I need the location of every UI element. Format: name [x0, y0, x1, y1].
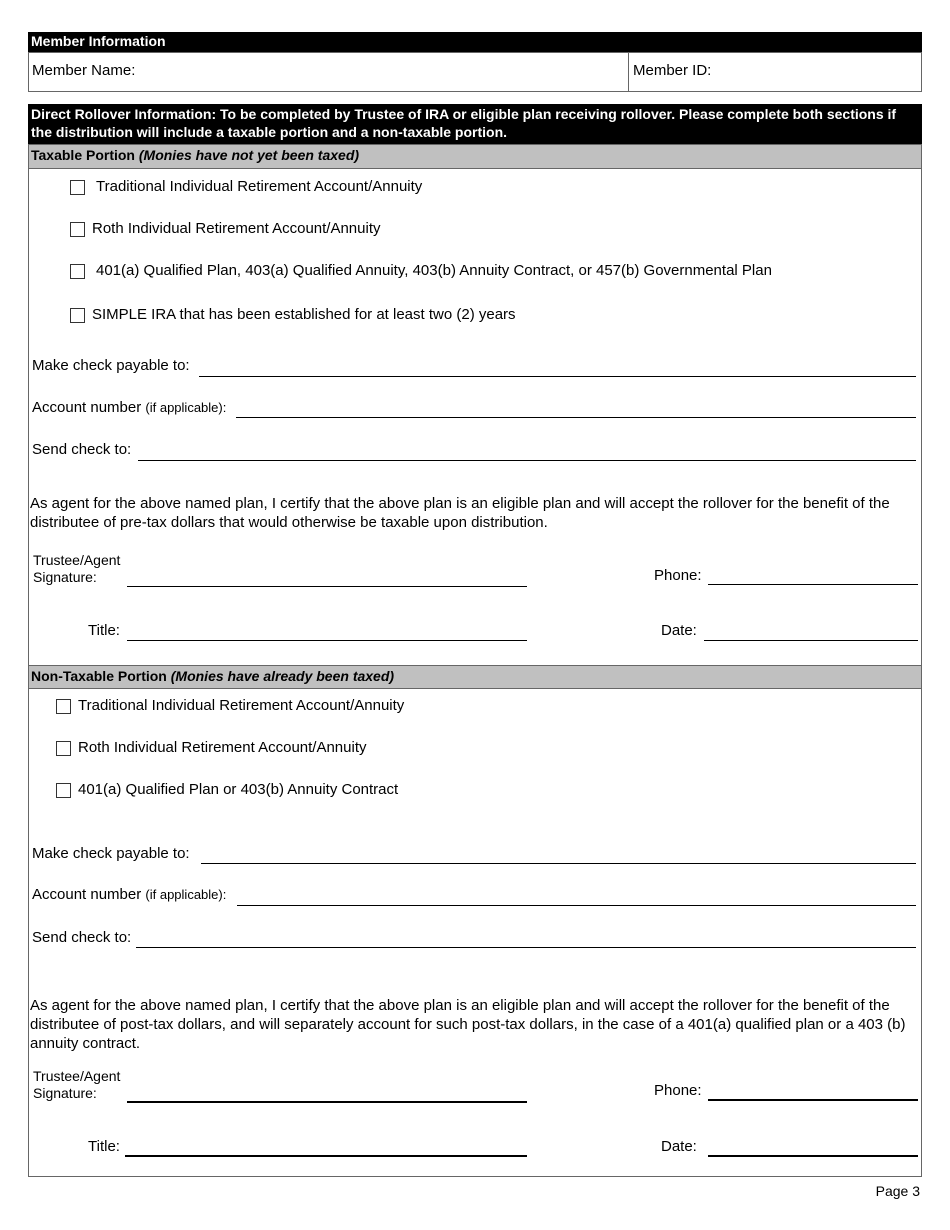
taxable-title: Taxable Portion	[31, 147, 135, 163]
nontaxable-payable-label: Make check payable to:	[32, 845, 190, 862]
taxable-option-label: Traditional Individual Retirement Account/Annuity	[96, 178, 423, 195]
nontaxable-signature-input[interactable]	[127, 1101, 527, 1103]
member-info-header: Member Information	[28, 32, 922, 52]
nontaxable-date-label: Date:	[661, 1138, 697, 1155]
taxable-payable-input[interactable]	[199, 376, 916, 377]
member-id-label: Member ID:	[633, 62, 712, 79]
taxable-traditional-ira-checkbox[interactable]	[70, 180, 85, 195]
nontaxable-option-label: Traditional Individual Retirement Account/Annuity	[78, 697, 405, 714]
nontaxable-date-input[interactable]	[708, 1155, 918, 1157]
taxable-account-input[interactable]	[236, 417, 916, 418]
taxable-certification: As agent for the above named plan, I certify that the above plan is an eligible plan and will accept the rollover for the benefit of the distributee of pre-tax dollars that would otherwise be taxable upon distribution.	[30, 495, 890, 531]
nontaxable-roth-ira-checkbox[interactable]	[56, 741, 71, 756]
taxable-phone-label: Phone:	[654, 567, 702, 584]
nontaxable-qualified-plan-checkbox[interactable]	[56, 783, 71, 798]
taxable-title-input[interactable]	[127, 640, 527, 641]
nontaxable-option-label: 401(a) Qualified Plan or 403(b) Annuity Contract	[78, 781, 399, 798]
page-number: Page 3	[875, 1183, 920, 1199]
taxable-subtitle: (Monies have not yet been taxed)	[138, 147, 360, 163]
rollover-header: Direct Rollover Information: To be completed by Trustee of IRA or eligible plan receiving rollover. Please complete both sections if the distribution will include a taxable portion and a non-taxable portion.	[28, 104, 922, 144]
taxable-option-label: Roth Individual Retirement Account/Annuity	[92, 220, 381, 237]
nontaxable-account-input[interactable]	[237, 905, 916, 906]
taxable-option-label: SIMPLE IRA that has been established for at least two (2) years	[92, 306, 516, 323]
nontaxable-phone-label: Phone:	[654, 1082, 702, 1099]
taxable-option-label: 401(a) Qualified Plan, 403(a) Qualified Annuity, 403(b) Annuity Contract, or 457(b) Governmental Plan	[96, 262, 772, 279]
nontaxable-option-label: Roth Individual Retirement Account/Annuity	[78, 739, 367, 756]
nontaxable-send-input[interactable]	[136, 947, 916, 948]
taxable-date-input[interactable]	[704, 640, 918, 641]
taxable-send-label: Send check to:	[32, 441, 132, 458]
nontaxable-section-box	[28, 689, 922, 1177]
nontaxable-send-label: Send check to:	[32, 929, 132, 946]
nontaxable-title-input[interactable]	[125, 1155, 527, 1157]
taxable-send-input[interactable]	[138, 460, 916, 461]
taxable-roth-ira-checkbox[interactable]	[70, 222, 85, 237]
member-name-field[interactable]	[140, 56, 620, 88]
nontaxable-account-label: Account number (if applicable):	[32, 886, 227, 903]
nontaxable-subtitle: (Monies have already been taxed)	[170, 668, 395, 684]
nontaxable-certification: As agent for the above named plan, I certify that the above plan is an eligible plan and will accept the rollover for the benefit of the distributee of post-tax dollars, and will separately account for such post-tax dollars, in the case of a 401(a) qualified plan or a 403 (b) annuity contract.	[30, 997, 906, 1052]
taxable-phone-input[interactable]	[708, 584, 918, 585]
taxable-title-label: Title:	[88, 622, 120, 639]
nontaxable-title-label: Title:	[88, 1138, 120, 1155]
nontaxable-traditional-ira-checkbox[interactable]	[56, 699, 71, 714]
member-info-divider	[628, 52, 629, 92]
nontaxable-payable-input[interactable]	[201, 863, 916, 864]
nontaxable-phone-input[interactable]	[708, 1099, 918, 1101]
taxable-payable-label: Make check payable to:	[32, 357, 190, 374]
taxable-simple-ira-checkbox[interactable]	[70, 308, 85, 323]
taxable-qualified-plan-checkbox[interactable]	[70, 264, 85, 279]
taxable-date-label: Date:	[661, 622, 697, 639]
taxable-account-label: Account number (if applicable):	[32, 399, 227, 416]
taxable-signature-input[interactable]	[127, 586, 527, 587]
nontaxable-title: Non-Taxable Portion	[31, 668, 167, 684]
member-name-label: Member Name:	[32, 62, 136, 79]
member-id-field[interactable]	[720, 56, 915, 88]
nontaxable-header	[28, 665, 922, 689]
taxable-signature-label: Trustee/Agent Signature:	[33, 552, 121, 585]
nontaxable-signature-label: Trustee/Agent Signature:	[33, 1068, 121, 1101]
taxable-header	[28, 144, 922, 169]
